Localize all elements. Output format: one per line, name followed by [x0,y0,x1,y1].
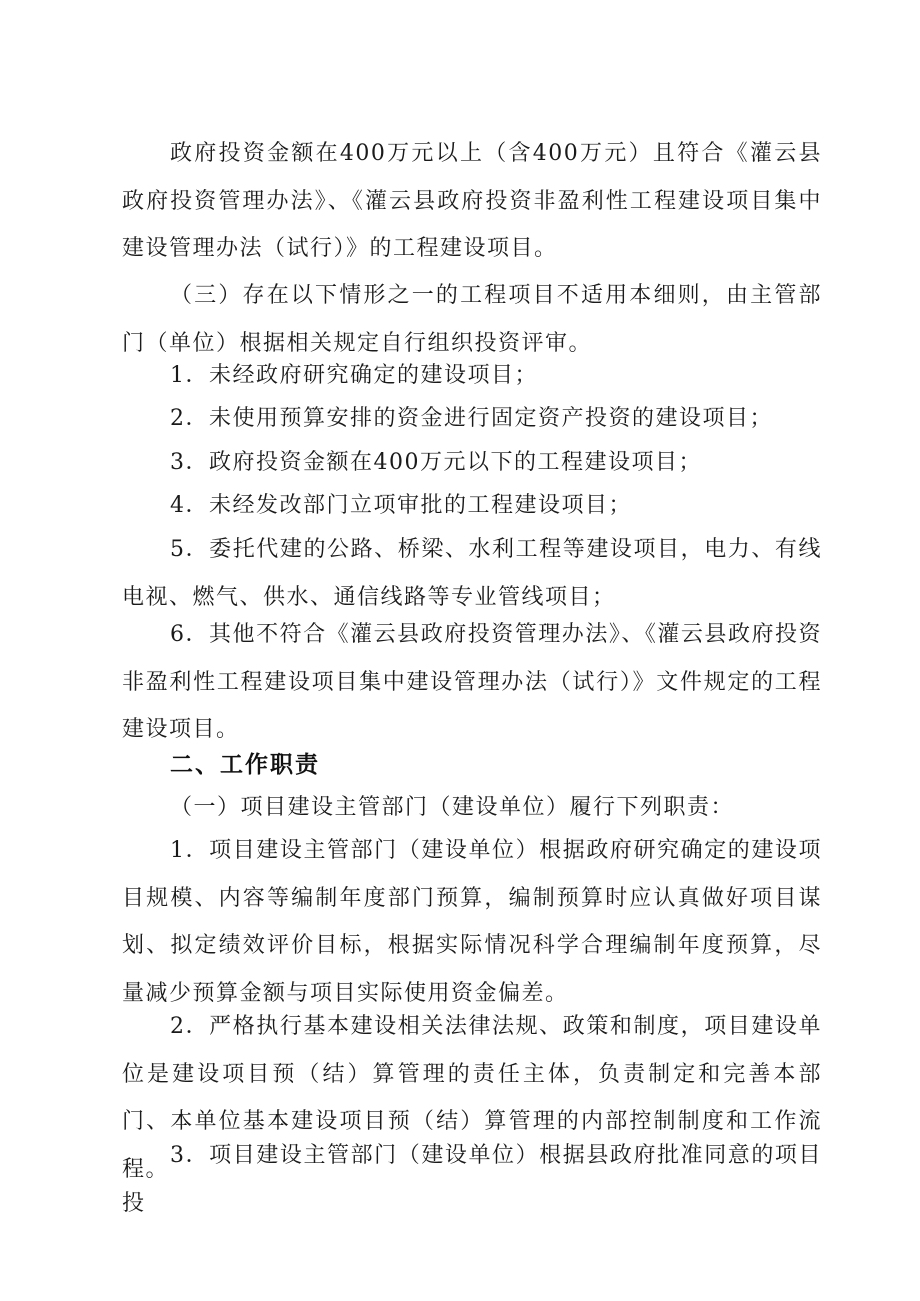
list-item-3: 3．政府投资金额在400万元以下的工程建设项目； [170,450,702,475]
duty-item-1: 1．项目建设主管部门（建设单位）根据政府研究确定的建设项目规模、内容等编制年度部门预算，编制预算时应认真做好项目谋划、拟定绩效评价目标，根据实际情况科学合理编制年度预算，尽量减少预算金额与项目实际使用资金偏差。 [122,838,822,1006]
list-item-1: 1．未经政府研究确定的建设项目； [170,363,538,388]
duty-item-2: 2．严格执行基本建设相关法律法规、政策和制度，项目建设单位是建设项目预（结）算管理的责任主体，负责制定和完善本部门、本单位基本建设项目预（结）算管理的内部控制制度和工作流程。 [122,1014,822,1182]
list-item-2: 2．未使用预算安排的资金进行固定资产投资的建设项目； [170,406,773,431]
duty-item-3: 3．项目建设主管部门（建设单位）根据县政府批准同意的项目投 [122,1143,822,1216]
paragraph-eligibility: 政府投资金额在400万元以上（含400万元）且符合《灌云县政府投资管理办法》、《灌云县政府投资非盈利性工程建设项目集中建设管理办法（试行）》的工程建设项目。 [122,141,822,261]
paragraph-exclusions-intro: （三）存在以下情形之一的工程项目不适用本细则，由主管部门（单位）根据相关规定自行组织投资评审。 [122,283,822,356]
list-item-6: 6．其他不符合《灌云县政府投资管理办法》、《灌云县政府投资非盈利性工程建设项目集中建设管理办法（试行）》文件规定的工程建设项目。 [122,622,822,742]
list-item-4: 4．未经发改部门立项审批的工程建设项目； [170,493,632,518]
paragraph-duties-intro: （一）项目建设主管部门（建设单位）履行下列职责： [170,795,735,820]
list-item-5: 5．委托代建的公路、桥梁、水利工程等建设项目，电力、有线电视、燃气、供水、通信线路等专业管线项目； [122,537,822,610]
section-heading: 二、工作职责 [170,752,320,778]
